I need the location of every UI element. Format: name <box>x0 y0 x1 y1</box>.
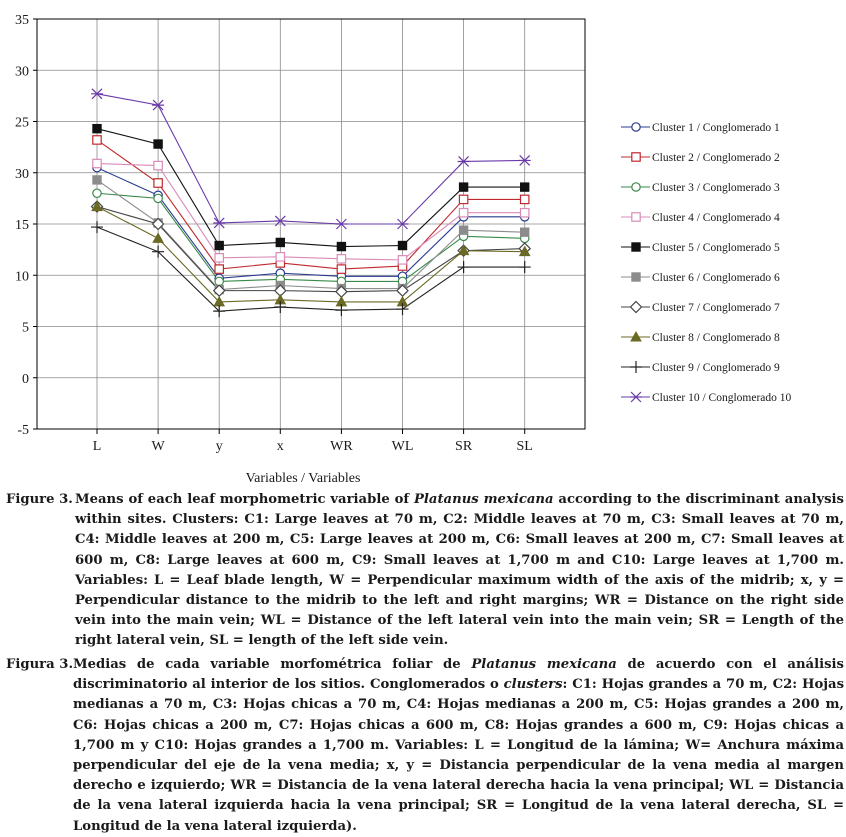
legend <box>621 122 792 404</box>
y-tick-label: 10 <box>15 269 29 285</box>
data-point-cluster-4 <box>215 254 223 262</box>
caption-label: Figura 3. <box>6 657 74 672</box>
data-point-cluster-9 <box>519 261 531 273</box>
data-point-cluster-9 <box>458 261 470 273</box>
data-point-cluster-4 <box>398 256 406 264</box>
x-tick-label: W <box>151 439 165 454</box>
x-axis <box>93 429 533 454</box>
data-point-cluster-2 <box>154 179 162 187</box>
data-point-cluster-6 <box>521 228 529 236</box>
x-tick-label: SL <box>516 439 533 454</box>
data-point-cluster-4 <box>154 161 162 169</box>
legend-label: Cluster 10 / Conglomerado 10 <box>652 392 792 404</box>
legend-label: Cluster 1 / Conglomerado 1 <box>652 122 780 134</box>
y-axis <box>15 13 37 438</box>
data-point-cluster-4 <box>276 253 284 261</box>
legend-marker <box>632 213 640 221</box>
legend-marker <box>630 361 642 373</box>
chart-grid <box>37 19 585 429</box>
legend-label: Cluster 5 / Conglomerado 5 <box>652 242 780 254</box>
legend-label: Cluster 6 / Conglomerado 6 <box>652 272 780 284</box>
species-name: Platanus mexicana <box>471 657 617 672</box>
data-point-cluster-3 <box>93 189 101 197</box>
data-point-cluster-5 <box>521 183 529 191</box>
x-tick-label: x <box>276 439 284 454</box>
y-tick-label: 35 <box>15 13 29 28</box>
data-point-cluster-5 <box>93 124 101 132</box>
data-point-cluster-8 <box>153 233 163 242</box>
series-markers <box>91 89 531 317</box>
figure-caption-english <box>6 490 844 652</box>
legend-label: Cluster 8 / Conglomerado 8 <box>652 332 780 344</box>
data-point-cluster-5 <box>398 241 406 249</box>
legend-label: Cluster 7 / Conglomerado 7 <box>652 302 780 314</box>
figure-caption-spanish <box>6 655 844 837</box>
legend-label: Cluster 4 / Conglomerado 4 <box>652 212 780 224</box>
legend-label: Cluster 9 / Conglomerado 9 <box>652 362 780 374</box>
data-point-cluster-5 <box>215 241 223 249</box>
legend-marker <box>632 183 640 191</box>
legend-label: Cluster 2 / Conglomerado 2 <box>652 152 780 164</box>
data-point-cluster-6 <box>93 176 101 184</box>
data-point-cluster-5 <box>276 238 284 246</box>
y-tick-label: 30 <box>15 64 29 80</box>
x-tick-label: WL <box>391 439 414 454</box>
caption-body: Means of each leaf morphometric variable of Platanus mexicana according to the discriminant analysis within sites. Clusters: C1: Large leaves at 70 m, C2: Middle leaves at 70 m, C3: Small leaves at 70 m, C4: Middle leaves at 200 m, C5: Large leaves at 200 m, C6: Small leaves at 200 m, C7: Small leaves at 600 m, C8: Large leaves at 600 m, C9: Small leaves at 1,700 m and C10: Large leaves at 1,700 m. Variables: L = Leaf blade length, W = Perpendicular maximum width of the axis of the midrib; x, y = Perpendicular distance to the midrib to the left and right margins; WR = Distance on the right side vein into the main vein; WL = Distance of the left lateral vein into the main vein; SR = Length of the right lateral vein, SL = length of the left side vein. <box>75 492 844 649</box>
data-point-cluster-4 <box>93 159 101 167</box>
x-tick-label: WR <box>330 439 353 454</box>
data-point-cluster-5 <box>459 183 467 191</box>
data-point-cluster-2 <box>93 136 101 144</box>
legend-marker <box>632 123 640 131</box>
species-name: Platanus mexicana <box>414 492 554 507</box>
legend-marker <box>632 273 640 281</box>
y-tick-label: 25 <box>15 115 29 131</box>
legend-label: Cluster 3 / Conglomerado 3 <box>652 182 780 194</box>
data-point-cluster-4 <box>521 209 529 217</box>
y-tick-label: 30 <box>15 166 29 182</box>
data-point-cluster-9 <box>91 221 103 233</box>
y-tick-label: -5 <box>17 423 29 438</box>
data-point-cluster-6 <box>459 226 467 234</box>
legend-marker <box>632 243 640 251</box>
data-point-cluster-4 <box>337 255 345 263</box>
x-tick-label: y <box>215 439 223 454</box>
caption-body: Medias de cada variable morfométrica foliar de Platanus mexicana de acuerdo con el análisis discriminatorio al interior de los sitios. Conglomerados o clusters: C1: Hojas grandes a 70 m, C2: Hojas medianas a 70 m, C3: Hojas chicas a 70 m, C4: Hojas medianas a 200 m, C5: Hojas grandes a 200 m, C6: Hojas chicas a 200 m, C7: Hojas chicas a 600 m, C8: Hojas grandes a 600 m, C9: Hojas chicas a 1,700 m y C10: Hojas grandes a 1,700 m. Variables: L = Longitud de la lámina; W= Anchura máxima perpendicular del eje de la vena media; x, y = Distancia perpendicular de la vena media al margen derecho e izquierdo; WR = Distancia de la vena lateral derecha hacia la vena principal; WL = Distancia de la vena lateral izquierda hacia la vena principal; SR = Longitud de la vena lateral derecha, SL = Longitud de la vena lateral izquierda). <box>73 657 844 834</box>
data-point-cluster-3 <box>154 194 162 202</box>
data-point-cluster-2 <box>459 195 467 203</box>
data-point-cluster-2 <box>215 265 223 273</box>
legend-marker <box>632 153 640 161</box>
data-point-cluster-4 <box>459 209 467 217</box>
data-point-cluster-5 <box>337 242 345 250</box>
data-point-cluster-2 <box>337 265 345 273</box>
caption-label: Figure 3. <box>6 492 73 507</box>
y-tick-label: 5 <box>22 320 29 336</box>
data-point-cluster-2 <box>521 195 529 203</box>
x-axis-title: Variables / Variables <box>245 471 361 486</box>
y-tick-label: 0 <box>22 371 29 387</box>
y-tick-label: 15 <box>15 218 29 233</box>
legend-marker <box>630 392 642 402</box>
data-point-cluster-5 <box>154 140 162 148</box>
x-tick-label: L <box>92 439 102 454</box>
x-tick-label: SR <box>455 439 473 454</box>
legend-marker <box>631 302 642 313</box>
